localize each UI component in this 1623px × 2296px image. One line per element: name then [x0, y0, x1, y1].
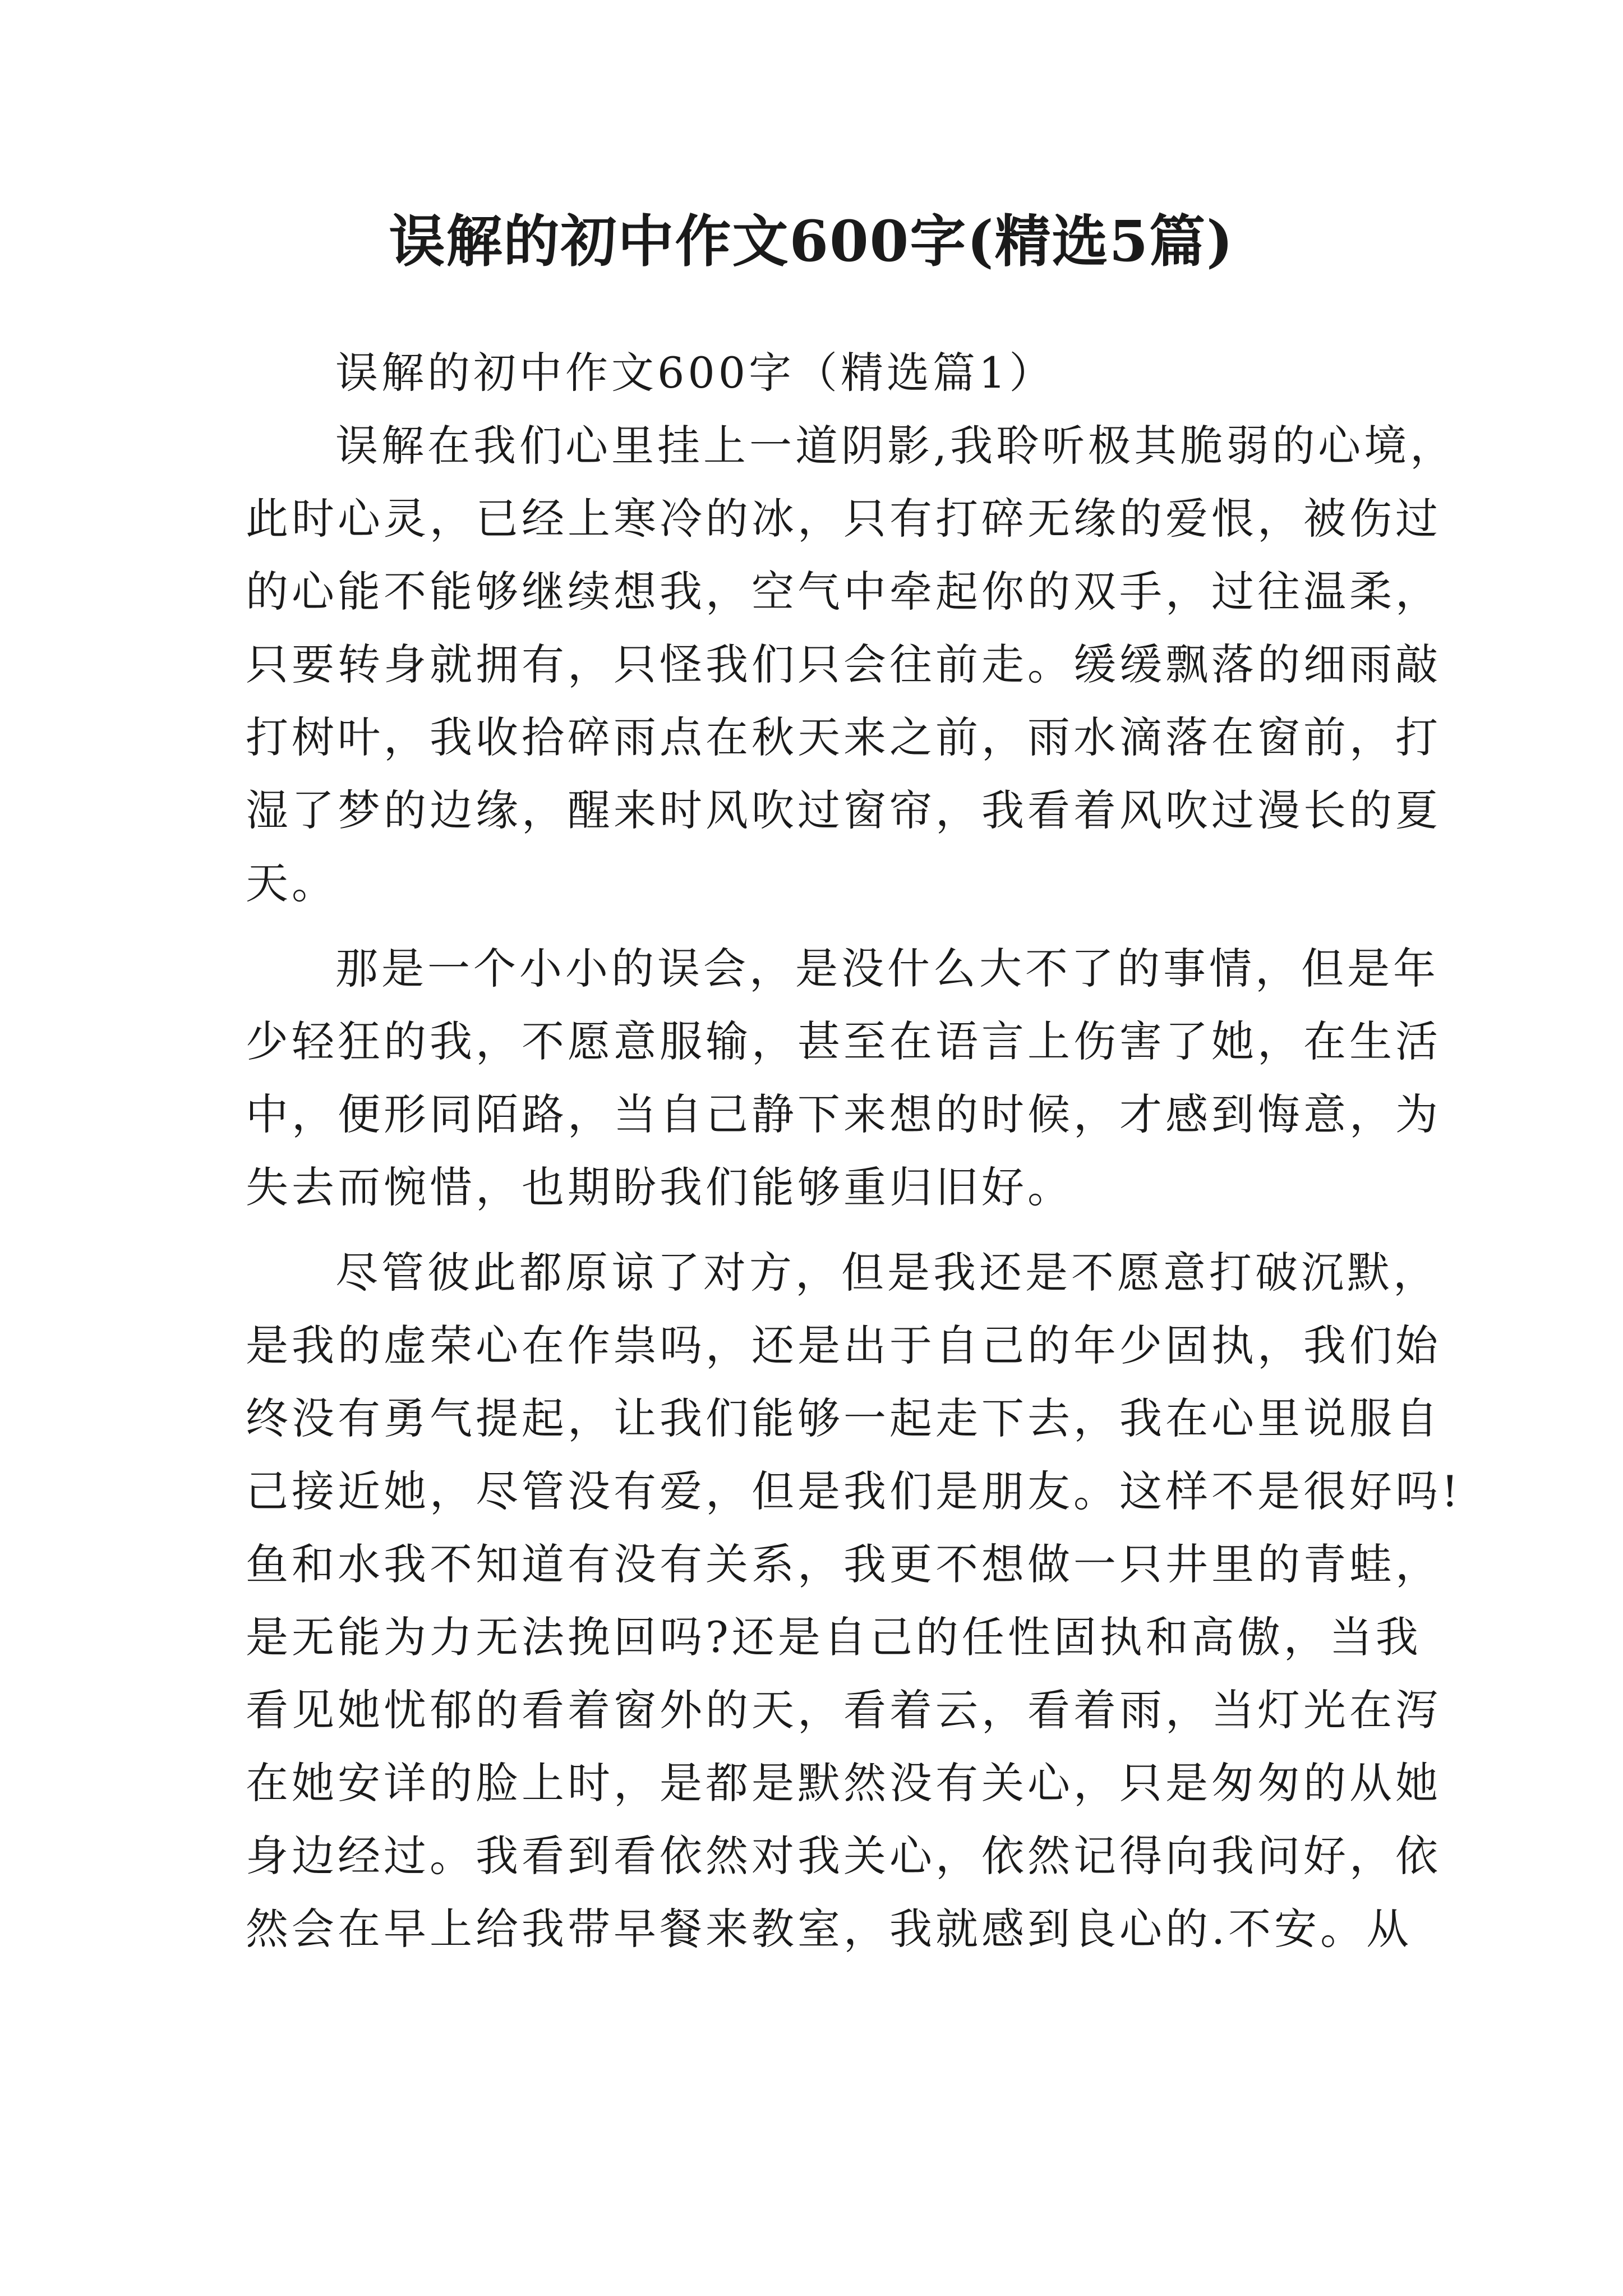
paragraph-line: 湿了梦的边缘，醒来时风吹过窗帘，我看着风吹过漫长的夏 — [246, 785, 1441, 835]
paragraph-1 — [246, 409, 1456, 920]
paragraph-2 — [246, 932, 1441, 1224]
paragraph-line: 是我的虚荣心在作祟吗，还是出于自己的年少固执，我们始 — [246, 1320, 1441, 1370]
paragraph-line: 身边经过。我看到看依然对我关心，依然记得向我问好，依 — [246, 1831, 1441, 1881]
paragraph-line: 打树叶，我收拾碎雨点在秋天来之前，雨水滴落在窗前，打 — [246, 712, 1441, 762]
paragraph-line: 鱼和水我不知道有没有关系，我更不想做一只井里的青蛙， — [246, 1539, 1441, 1589]
paragraph-3 — [246, 1236, 1462, 1966]
paragraph-line: 尽管彼此都原谅了对方，但是我还是不愿意打破沉默， — [335, 1248, 1439, 1297]
paragraph-line: 终没有勇气提起，让我们能够一起走下去，我在心里说服自 — [246, 1393, 1441, 1443]
paragraph-spacer — [246, 920, 1384, 932]
paragraph-spacer — [246, 1224, 1384, 1236]
paragraph-line: 只要转身就拥有，只怪我们只会往前走。缓缓飘落的细雨敲 — [246, 639, 1441, 689]
paragraph-line: 是无能为力无法挽回吗?还是自己的任性固执和高傲，当我 — [246, 1612, 1422, 1662]
document-title: 误解的初中作文600字(精选5篇) — [389, 208, 1234, 274]
paragraph-line: 误解在我们心里挂上一道阴影,我聆听极其脆弱的心境， — [335, 421, 1456, 471]
paragraph-line: 少轻狂的我，不愿意服输，甚至在语言上伤害了她，在生活 — [246, 1016, 1441, 1066]
paragraph-line: 此时心灵，已经上寒冷的冰，只有打碎无缘的爱恨，被伤过 — [246, 494, 1441, 544]
paragraph-line: 失去而惋惜，也期盼我们能够重归旧好。 — [246, 1162, 1073, 1212]
paragraph-line: 天。 — [246, 858, 338, 908]
document-body — [246, 337, 1462, 1966]
section-heading: 误解的初中作文600字（精选篇1） — [335, 348, 1055, 398]
paragraph-line: 的心能不能够继续想我，空气中牵起你的双手，过往温柔， — [246, 567, 1441, 616]
paragraph-line: 己接近她，尽管没有爱，但是我们是朋友。这样不是很好吗! — [246, 1466, 1462, 1516]
paragraph-line: 看见她忧郁的看着窗外的天，看着云，看着雨，当灯光在泻 — [246, 1685, 1441, 1735]
paragraph-line: 然会在早上给我带早餐来教室，我就感到良心的.不安。从 — [246, 1904, 1413, 1954]
paragraph-line: 在她安详的脸上时，是都是默然没有关心，只是匆匆的从她 — [246, 1758, 1441, 1808]
paragraph-line: 中，便形同陌路，当自己静下来想的时候，才感到悔意，为 — [246, 1089, 1441, 1139]
paragraph-line: 那是一个小小的误会，是没什么大不了的事情，但是年 — [335, 944, 1439, 993]
